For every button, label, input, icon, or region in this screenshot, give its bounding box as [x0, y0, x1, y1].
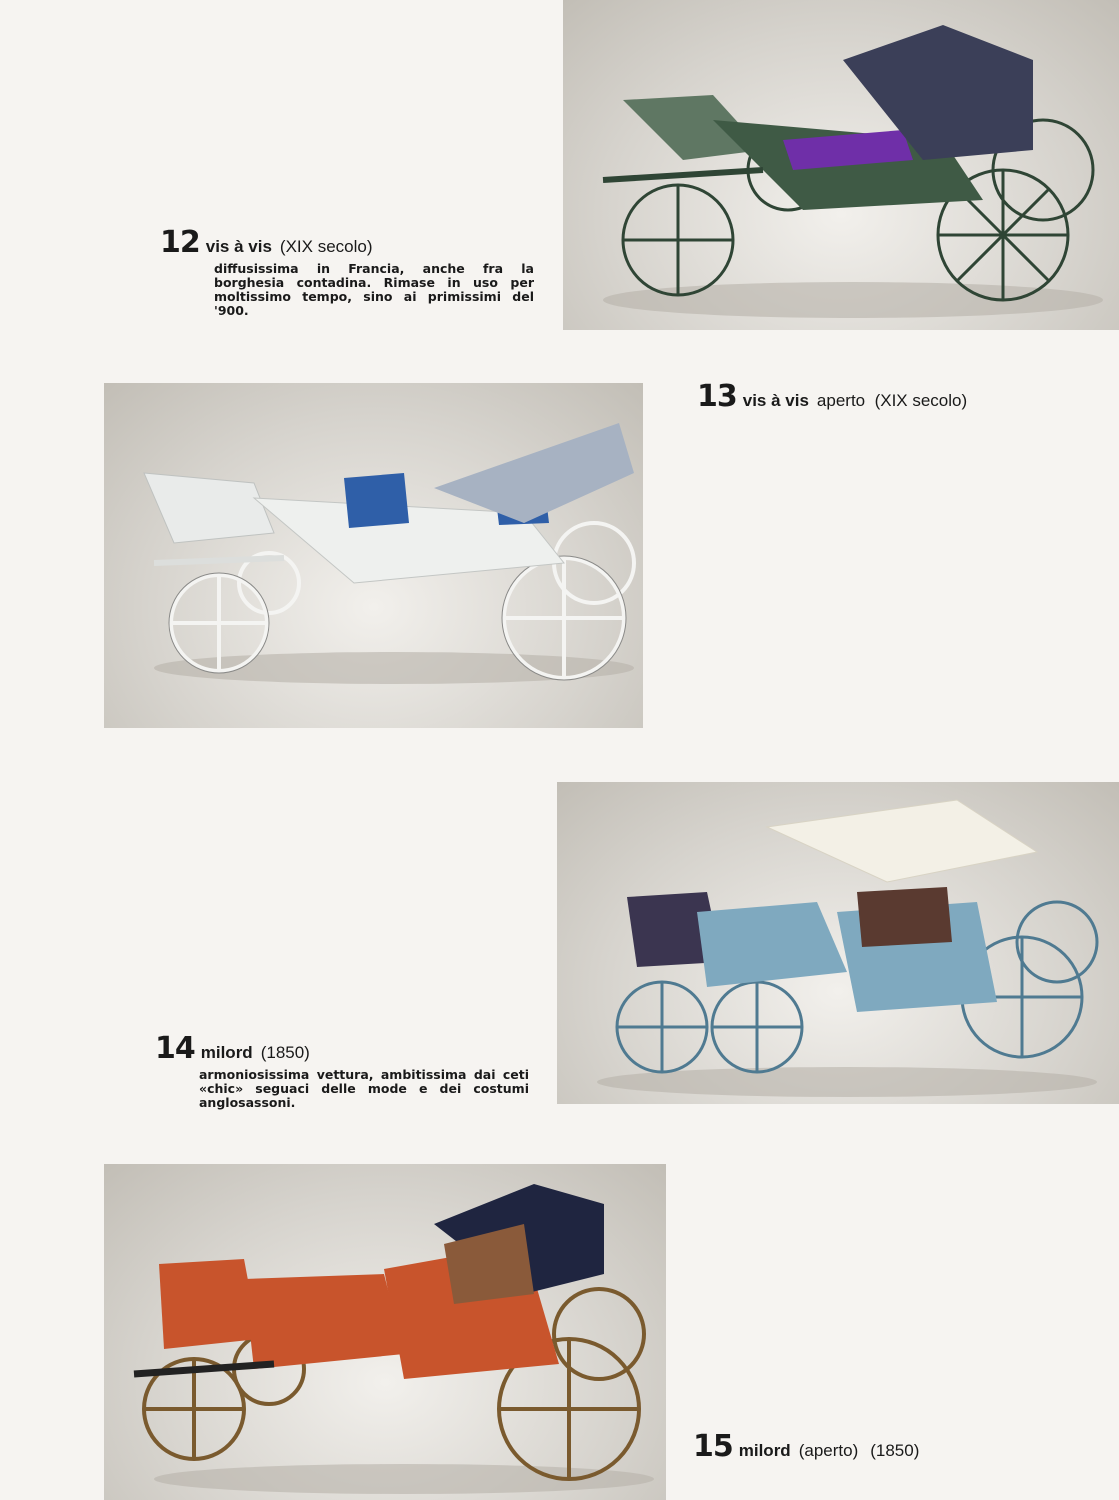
carriage-era: aperto (XIX secolo) [816, 391, 968, 410]
entry-12 [160, 225, 534, 318]
carriage-photo-12 [563, 0, 1119, 330]
carriage-variant: (aperto) [798, 1441, 859, 1460]
carriage-description: diffusissima in Francia, anche fra la borghesia contadina. Rimase in uso per moltissimo tempo, sino ai primissimi del '900. [214, 261, 534, 318]
carriage-era: (1850) [260, 1043, 310, 1062]
carriage-description: armoniosissima vettura, ambitissima dai ceti «chic» seguaci delle mode e dei costumi anglosassoni. [199, 1067, 529, 1110]
carriage-photo-15 [104, 1164, 666, 1500]
carriage-name: vis à vis [205, 237, 272, 256]
carriage-name: milord [738, 1441, 791, 1460]
carriage-photo-14 [557, 782, 1119, 1104]
entry-13 [697, 379, 979, 414]
carriage-name: milord [200, 1043, 253, 1062]
entry-number: 14 [155, 1031, 195, 1066]
carriage-name: vis à vis [742, 391, 809, 410]
carriage-photo-13 [104, 383, 643, 728]
entry-number: 12 [160, 225, 200, 260]
entry-number: 15 [693, 1429, 733, 1464]
entry-14 [155, 1031, 529, 1110]
carriage-era: (XIX secolo) [279, 237, 373, 256]
entry-15 [693, 1429, 931, 1464]
carriage-era: (1850) [870, 1441, 920, 1460]
entry-number: 13 [697, 379, 737, 414]
